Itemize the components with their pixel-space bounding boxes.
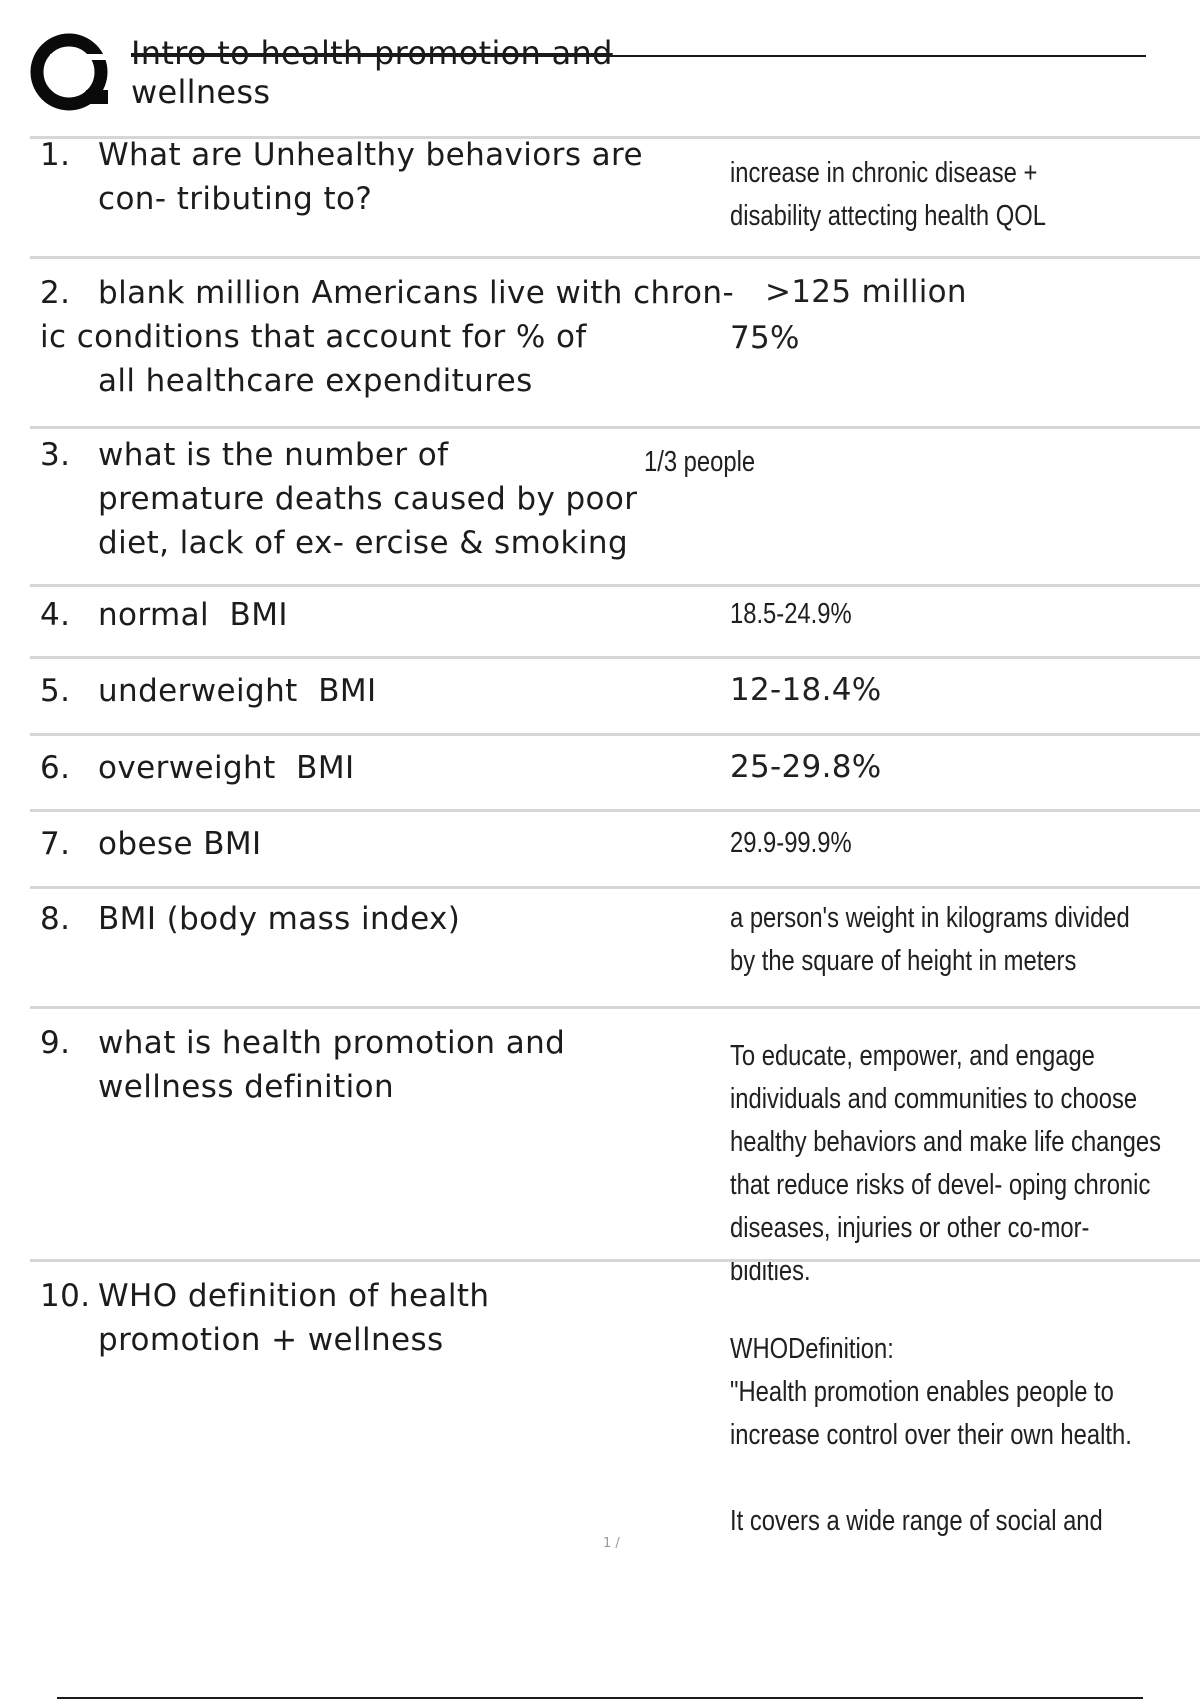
flashcard-question [40,133,700,221]
flashcard-row [30,733,1200,810]
flashcard-question [40,593,700,637]
flashcard-answer [730,897,1190,983]
question-line: all healthcare expenditures [98,363,533,399]
answer-line: >125 million [765,274,967,310]
page-title-line2: wellness [131,73,271,111]
flashcard-answer [730,822,1190,865]
flashcard-answer [730,746,1190,789]
question-line: diet, lack of ex- ercise & smoking [98,525,629,561]
flashcard-row [30,426,1200,587]
answer-line: by the square of height in meters [730,945,1077,977]
flashcard-number: 2. [40,275,71,311]
question-line: WHO definition of health [98,1278,490,1314]
question-line: blank million Americans live with chron- [98,275,735,311]
answer-line: 12-18.4% [730,672,882,708]
question-line: what is the number of [98,437,449,473]
answer-line: "Health promotion enables people to [730,1376,1114,1408]
answer-line: increase in chronic disease + [730,157,1038,189]
flashcard-row [30,584,1200,661]
answer-line: 18.5-24.9% [730,598,852,630]
flashcard-answer [730,669,1190,712]
flashcard-answer [730,1328,1190,1543]
answer-line: 29.9-99.9% [730,827,852,859]
flashcard-number: 4. [40,597,71,633]
answer-line: It covers a wide range of social and [730,1505,1103,1537]
flashcard-question [40,669,700,713]
question-line: normal BMI [98,597,288,633]
flashcard-row [30,656,1200,733]
q-logo-icon [30,32,112,112]
flashcard-question [40,822,700,866]
flashcard-answer [730,1035,1190,1293]
answer-line: individuals and communities to choose [730,1083,1138,1115]
flashcard-row [30,1006,1200,1287]
flashcard-number: 9. [40,1025,71,1061]
question-line: promotion + wellness [98,1322,444,1358]
question-line: ic conditions that account for % of [40,319,587,355]
answer-line: diseases, injuries or other co-mor- [730,1212,1090,1244]
page-title-line1: Intro to health promotion and [131,34,613,72]
flashcard-question [40,271,735,403]
question-line: what is health promotion and [98,1025,566,1061]
flashcard-answer [765,271,1200,314]
flashcard-question [40,746,700,790]
flashcard-row [30,256,1200,429]
question-line: underweight BMI [98,673,377,709]
flashcard-row [30,886,1200,1011]
flashcard-number: 6. [40,750,71,786]
flashcard-answer [730,593,1190,636]
answer-line: that reduce risks of devel- oping chronic [730,1169,1151,1201]
question-line: BMI (body mass index) [98,901,461,937]
answer-line: 25-29.8% [730,749,882,785]
flashcard-number: 3. [40,437,71,473]
answer-line: a person's weight in kilograms divided [730,902,1130,934]
flashcard-answer [644,441,1104,484]
flashcard-number: 7. [40,826,71,862]
answer-line: increase control over their own health. [730,1419,1132,1451]
flashcard-row [30,1259,1200,1562]
answer-line: WHODefinition: [730,1333,894,1365]
answer-line: To educate, empower, and engage [730,1040,1095,1072]
flashcard-row [30,136,1200,261]
page-number: 1 / [603,1536,620,1551]
flashcard-answer-secondary [730,317,1190,360]
answer-line: bidities. [730,1255,811,1287]
flashcard-number: 8. [40,901,71,937]
flashcard-row [30,809,1200,886]
question-line: overweight BMI [98,750,355,786]
answer-line: 1/3 people [644,446,756,478]
answer-line: disability attecting health QOL [730,200,1046,232]
flashcard-question [40,1274,700,1362]
answer-line: healthy behaviors and make life changes [730,1126,1161,1158]
flashcard-question [40,433,700,565]
flashcard-answer [730,152,1190,238]
flashcard-number: 5. [40,673,71,709]
question-line: What are Unhealthy behaviors are [98,137,643,173]
flashcard-question [40,897,700,941]
answer-line: 75% [730,320,800,356]
question-line: con- tributing to? [98,181,373,217]
flashcard-question [40,1021,700,1109]
flashcard-number: 10. [40,1278,91,1314]
bottom-rule [57,1697,1143,1699]
page-title [131,34,1146,112]
flashcard-number: 1. [40,137,71,173]
question-line: wellness definition [98,1069,395,1105]
question-line: premature deaths caused by poor [98,481,638,517]
question-line: obese BMI [98,826,262,862]
